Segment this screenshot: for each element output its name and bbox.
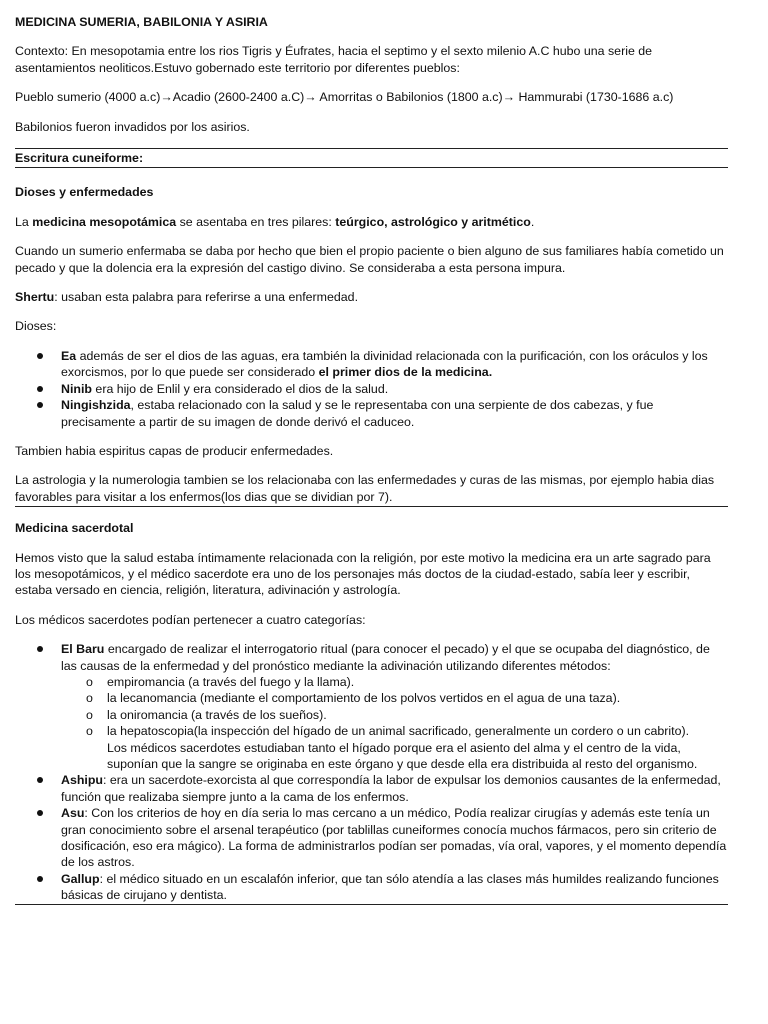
circle-bullet-icon: o: [86, 674, 93, 689]
method-oniromancia: la oniromancia (a través de los sueños).: [107, 707, 327, 722]
context-paragraph: Contexto: En mesopotamia entre los rios Tigris y Éufrates, hacia el septimo y el sexto milenio A.C hubo una serie de asentamientos neoliticos.Estuvo gobernado este territorio por diferentes pueblos:: [15, 44, 653, 75]
spirits-paragraph: Tambien habia espiritus capas de producir enfermedades.: [15, 443, 334, 458]
list-item: [15, 641, 728, 772]
peoples-timeline: [15, 89, 728, 105]
baru-text: encargado de realizar el interrogatorio ritual (para conocer el pecado) y el que se ocupaba del diagnóstico, de las causas de la enfermedad y del pronóstico mediante la adivinación utilizando diferentes métodos:: [61, 642, 710, 673]
people-sumerio: Pueblo sumerio (4000 a.c): [15, 90, 161, 105]
god-ea-text: además de ser el dios de las aguas, era también la divinidad relacionada con la purificación, con los oráculos y los exorcismos, por lo que puede ser considerado: [61, 348, 708, 380]
god-ninib-text: era hijo de Enlil y era considerado el dios de la salud.: [91, 381, 389, 396]
sick-paragraph: Cuando un sumerio enfermaba se daba por hecho que bien el propio paciente o bien alguno de sus familiares había cometido un pecado y que la dolencia era la expresión del castigo divino. Se consideraba a esta persona impura.: [15, 244, 724, 275]
list-item: [15, 805, 728, 871]
astrology-paragraph: La astrologia y la numerologia tambien se los relacionaba con las enfermedades y curas de las mismas, por ejemplo habia dias favorables para visitar a los enfermos(los dias que se dividian por 7).: [15, 472, 728, 507]
circle-bullet-icon: o: [86, 707, 93, 722]
shertu-text: : usaban esta palabra para referirse a una enfermedad.: [54, 290, 359, 305]
spacer: [15, 507, 728, 520]
circle-bullet-icon: o: [86, 691, 93, 706]
categories-list: [15, 641, 728, 905]
people-acadio: Acadio (2600-2400 a.C): [172, 90, 305, 105]
document-title: MEDICINA SUMERIA, BABILONIA Y ASIRIA: [15, 15, 268, 29]
list-item: [15, 348, 728, 381]
method-hepatoscopia: la hepatoscopia(la inspección del hígado de un animal sacrificado, generalmente un cordero o un cabrito).: [107, 724, 690, 739]
list-item: [15, 707, 728, 723]
list-item: [15, 674, 728, 690]
priest-heading: Medicina sacerdotal: [15, 521, 134, 536]
baru-term: El Baru: [61, 642, 105, 657]
priest-paragraph: Hemos visto que la salud estaba íntimamente relacionada con la religión, por este motivo la medicina era un arte sagrado para los mesopotámicos, y el médico sacerdote era uno de los personajes más doctos de la ciudad-estado, sabía leer y escribir, estaba versado en ciencia, religión, literatura, adivinación y astrología.: [15, 550, 711, 598]
cuneiform-heading: Escritura cuneiforme:: [15, 148, 728, 168]
list-item: [15, 772, 728, 805]
gods-heading: Dioses y enfermedades: [15, 185, 154, 200]
god-ningishzida-term: Ningishzida: [61, 398, 131, 413]
god-ninib-term: Ninib: [61, 381, 92, 396]
people-amorritas: Amorritas o Babilonios (1800 a.c): [316, 90, 503, 105]
gods-label: Dioses:: [15, 319, 57, 334]
list-item: [15, 871, 728, 904]
gallup-text: : el médico situado en un escalafón inferior, que tan sólo atendía a las clases más humildes realizando funciones básicas de cirujano y dentista.: [61, 871, 719, 903]
god-ea-term: Ea: [61, 348, 77, 363]
pillars-paragraph: [15, 214, 728, 230]
arrow-icon: →: [160, 90, 173, 105]
asu-text: : Con los criterios de hoy en día seria lo mas cercano a un médico, Podía realizar cirugías y además este tenía un gran conocimiento sobre el arsenal terapéutico (por tablillas cuneiformes conocía muchos fármacos, pero sin criterio de dosificación, eso era mágico). La forma de administrarlos podían ser pomadas, vía oral, vapores, y el momento dependía de los astros.: [61, 806, 727, 870]
circle-bullet-icon: o: [86, 724, 93, 739]
list-item: [15, 723, 728, 739]
method-lecanomancia: la lecanomancia (mediante el comportamiento de los polvos vertidos en el agua de una taza).: [107, 691, 621, 706]
invaded-paragraph: Babilonios fueron invadidos por los asirios.: [15, 119, 250, 134]
gods-list: [15, 348, 728, 430]
pillars-bold-term: medicina mesopotámica: [32, 214, 177, 229]
ashipu-text: : era un sacerdote-exorcista al que correspondía la labor de expulsar los demonios causantes de la enfermedad, función que realizaba siempre junto a la cama de los enfermos.: [61, 773, 721, 804]
ashipu-term: Ashipu: [61, 773, 103, 788]
asu-term: Asu: [61, 806, 85, 821]
categories-label: Los médicos sacerdotes podían pertenecer a cuatro categorías:: [15, 612, 366, 627]
god-ningishzida-text: , estaba relacionado con la salud y se le representaba con una serpiente de dos cabezas, y fue precisamente a partir de su imagen de donde derivó el caduceo.: [61, 398, 654, 429]
list-item: [15, 381, 728, 397]
liver-note: Los médicos sacerdotes estudiaban tanto el hígado porque era el asiento del alma y el centro de la vida, suponían que la sangre se originaba en este órgano y que desde ella era distribuida al resto del organismo.: [107, 740, 698, 771]
god-ea-bold: el primer dios de la medicina.: [318, 365, 493, 380]
shertu-term: Shertu: [15, 290, 55, 305]
pillars-pre: La: [15, 214, 33, 229]
people-hammurabi: Hammurabi (1730-1686 a.c): [515, 90, 674, 105]
arrow-icon: →: [304, 90, 317, 105]
list-item: [15, 690, 728, 706]
gallup-term: Gallup: [61, 871, 100, 886]
arrow-icon: →: [502, 90, 516, 105]
methods-list: [15, 674, 728, 740]
pillars-bold-list: teúrgico, astrológico y aritmético: [335, 214, 531, 229]
pillars-post: .: [530, 214, 535, 229]
method-empiromancia: empiromancia (a través del fuego y la llama).: [107, 674, 355, 689]
list-item: [15, 397, 728, 430]
pillars-mid: se asentaba en tres pilares:: [176, 214, 336, 229]
shertu-paragraph: [15, 289, 728, 305]
